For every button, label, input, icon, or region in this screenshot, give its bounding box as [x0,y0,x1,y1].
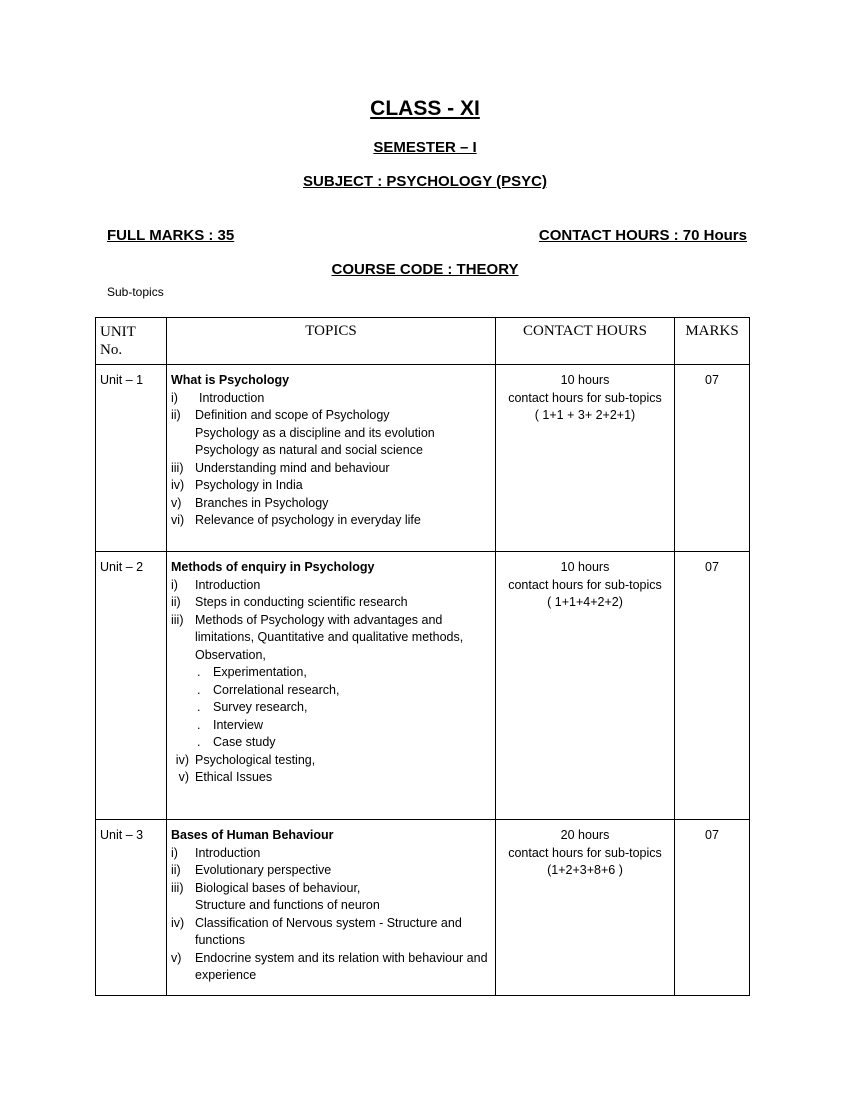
header-contact-hours: CONTACT HOURS [496,318,675,365]
bullet-dot: . [197,682,201,697]
list-item [171,390,491,408]
hours-value: 10 hours [560,560,610,574]
header-marks: MARKS [675,318,750,365]
item-text: Endocrine system and its relation with behaviour and experience [195,950,488,982]
bullet-item [171,682,491,700]
hours-cell [496,820,675,996]
marks-value: 07 [675,820,750,996]
hours-breakup: (1+2+3+8+6 ) [547,863,623,877]
list-item [171,752,491,770]
bullet-dot: . [197,665,201,679]
contact-hours: CONTACT HOURS : 70 Hours [538,227,747,244]
item-number: iii) [171,460,184,475]
bullet-dot: . [197,735,201,749]
list-item [171,512,491,530]
item-number: ii) [171,863,181,877]
bullet-text: Case study [213,735,276,749]
item-text: Ethical Issues [195,770,273,784]
list-item [171,950,491,985]
semester-title: SEMESTER – I [373,139,477,156]
item-number: iv) [171,915,185,930]
item-text: Introduction [199,390,265,405]
hours-note: contact hours for sub-topics [508,845,662,860]
list-item-continuation: Psychology as a discipline and its evolution [195,425,435,440]
bullet-dot: . [197,717,201,732]
list-item [171,477,491,495]
list-item [171,495,491,513]
header-unit [96,318,167,365]
header-topics: TOPICS [167,318,496,365]
item-number: i) [171,390,178,405]
unit-label: Unit – 2 [96,552,167,820]
item-text: Introduction [195,845,261,860]
unit-label: Unit – 3 [96,820,167,996]
item-number: i) [171,577,178,592]
item-number: iv) [171,478,185,492]
unit-title: Bases of Human Behaviour [171,828,334,842]
subtopics-label: Sub-topics [107,285,164,299]
full-marks: FULL MARKS : 35 [107,227,235,244]
marks-value: 07 [675,552,750,820]
topics-cell [167,552,496,820]
item-number: v) [171,495,182,510]
hours-value: 20 hours [560,828,610,842]
table-row [96,365,750,552]
bullet-item [171,734,491,752]
item-text: Classification of Nervous system - Structure and functions [195,915,462,947]
topics-cell [167,820,496,996]
course-code: COURSE CODE : THEORY [331,261,519,278]
class-title: CLASS - XI [370,97,480,120]
item-text: Understanding mind and behaviour [195,460,390,475]
item-text: Methods of Psychology with advantages and limitations, Quantitative and qualitative methods, Observation, [195,612,464,662]
item-number: ii) [171,408,181,422]
item-text: Branches in Psychology [195,495,329,510]
list-item [171,594,491,612]
header-unit-line2: No. [100,342,123,358]
bullet-item [171,717,491,735]
topics-cell [167,365,496,552]
list-item [171,577,491,595]
item-text: Evolutionary perspective [195,863,332,877]
header-unit-line1: UNIT [100,324,136,340]
list-item [171,612,491,665]
subject-title: SUBJECT : PSYCHOLOGY (PSYC) [303,173,547,190]
unit-title: What is Psychology [171,373,290,387]
list-item [171,845,491,863]
table-row [96,552,750,820]
list-item [171,407,491,425]
item-text: Psychology in India [195,478,303,492]
unit-label: Unit – 1 [96,365,167,552]
item-number: iii) [171,880,184,895]
item-text: Biological bases of behaviour, [195,880,361,895]
syllabus-table [95,317,750,996]
item-text: Introduction [195,577,261,592]
item-number: iii) [171,612,184,627]
bullet-text: Survey research, [213,700,308,714]
hours-note: contact hours for sub-topics [508,577,662,592]
item-text: Definition and scope of Psychology [195,408,390,422]
bullet-item [171,699,491,717]
hours-breakup: ( 1+1+4+2+2) [547,595,623,609]
table-row [96,820,750,996]
bullet-text: Correlational research, [213,682,340,697]
hours-note: contact hours for sub-topics [508,390,662,405]
bullet-dot: . [197,700,201,714]
hours-breakup: ( 1+1 + 3+ 2+2+1) [534,408,636,422]
list-item [171,862,491,880]
list-item [171,769,491,787]
bullet-item [171,664,491,682]
item-text: Psychological testing, [195,752,316,767]
hours-value: 10 hours [560,373,610,387]
item-text: Relevance of psychology in everyday life [195,513,421,527]
item-number: ii) [171,595,181,609]
list-item-continuation: Structure and functions of neuron [195,898,380,912]
item-number: v) [178,770,189,784]
bullet-text: Interview [213,717,264,732]
hours-cell [496,365,675,552]
hours-cell [496,552,675,820]
list-item [171,915,491,950]
list-item [171,460,491,478]
item-number: v) [171,950,182,965]
marks-value: 07 [675,365,750,552]
item-number: vi) [171,513,185,527]
unit-title: Methods of enquiry in Psychology [171,560,375,574]
item-number: i) [171,845,178,860]
item-text: Steps in conducting scientific research [195,595,408,609]
list-item-continuation: Psychology as natural and social science [195,443,423,457]
table-header-row [96,318,750,365]
list-item [171,880,491,898]
bullet-text: Experimentation, [213,665,307,679]
item-number: iv) [175,752,189,767]
